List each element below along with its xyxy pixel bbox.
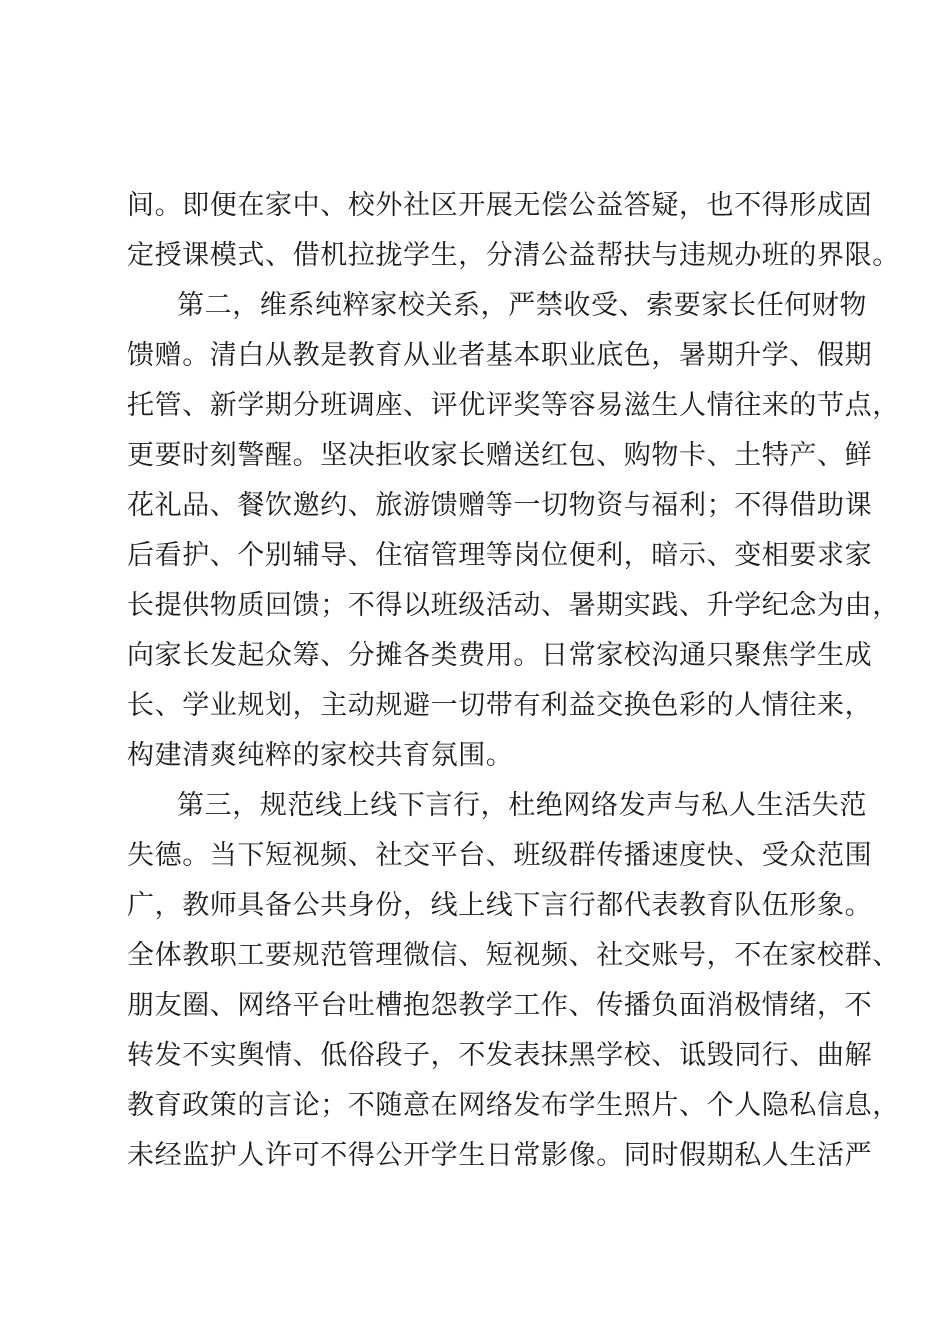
text-line: 构建清爽纯粹的家校共育氛围。: [127, 740, 514, 771]
text-line: 定授课模式、借机拉拢学生，分清公益帮扶与违规办班的界限。: [127, 240, 900, 271]
paragraph-start-line: 第三，规范线上线下言行，杜绝网络发声与私人生活失范: [177, 790, 867, 821]
text-line: 馈赠。清白从教是教育从业者基本职业底色，暑期升学、假期: [127, 340, 873, 371]
text-line: 全体教职工要规范管理微信、短视频、社交账号，不在家校群、: [127, 940, 900, 971]
text-line: 后看护、个别辅导、住宿管理等岗位便利，暗示、变相要求家: [127, 540, 873, 571]
text-line: 花礼品、餐饮邀约、旅游馈赠等一切物资与福利；不得借助课: [127, 490, 873, 521]
body-text: [127, 181, 900, 1181]
text-line: 长、学业规划，主动规避一切带有利益交换色彩的人情往来，: [127, 690, 873, 721]
text-line: 未经监护人许可不得公开学生日常影像。同时假期私人生活严: [127, 1140, 873, 1171]
text-line: 向家长发起众筹、分摊各类费用。日常家校沟通只聚焦学生成: [127, 640, 873, 671]
text-line: 更要时刻警醒。坚决拒收家长赠送红包、购物卡、土特产、鲜: [127, 440, 873, 471]
text-line: 广，教师具备公共身份，线上线下言行都代表教育队伍形象。: [127, 890, 873, 921]
text-line: 托管、新学期分班调座、评优评奖等容易滋生人情往来的节点，: [127, 390, 900, 421]
text-line: 间。即便在家中、校外社区开展无偿公益答疑，也不得形成固: [127, 190, 873, 221]
text-line: 转发不实舆情、低俗段子，不发表抹黑学校、诋毁同行、曲解: [127, 1040, 873, 1071]
text-line: 长提供物质回馈；不得以班级活动、暑期实践、升学纪念为由，: [127, 590, 900, 621]
text-line: 失德。当下短视频、社交平台、班级群传播速度快、受众范围: [127, 840, 873, 871]
text-line: 朋友圈、网络平台吐槽抱怨教学工作、传播负面消极情绪，不: [127, 990, 873, 1021]
paragraph-start-line: 第二，维系纯粹家校关系，严禁收受、索要家长任何财物: [177, 290, 867, 321]
text-line: 教育政策的言论；不随意在网络发布学生照片、个人隐私信息，: [127, 1090, 900, 1121]
